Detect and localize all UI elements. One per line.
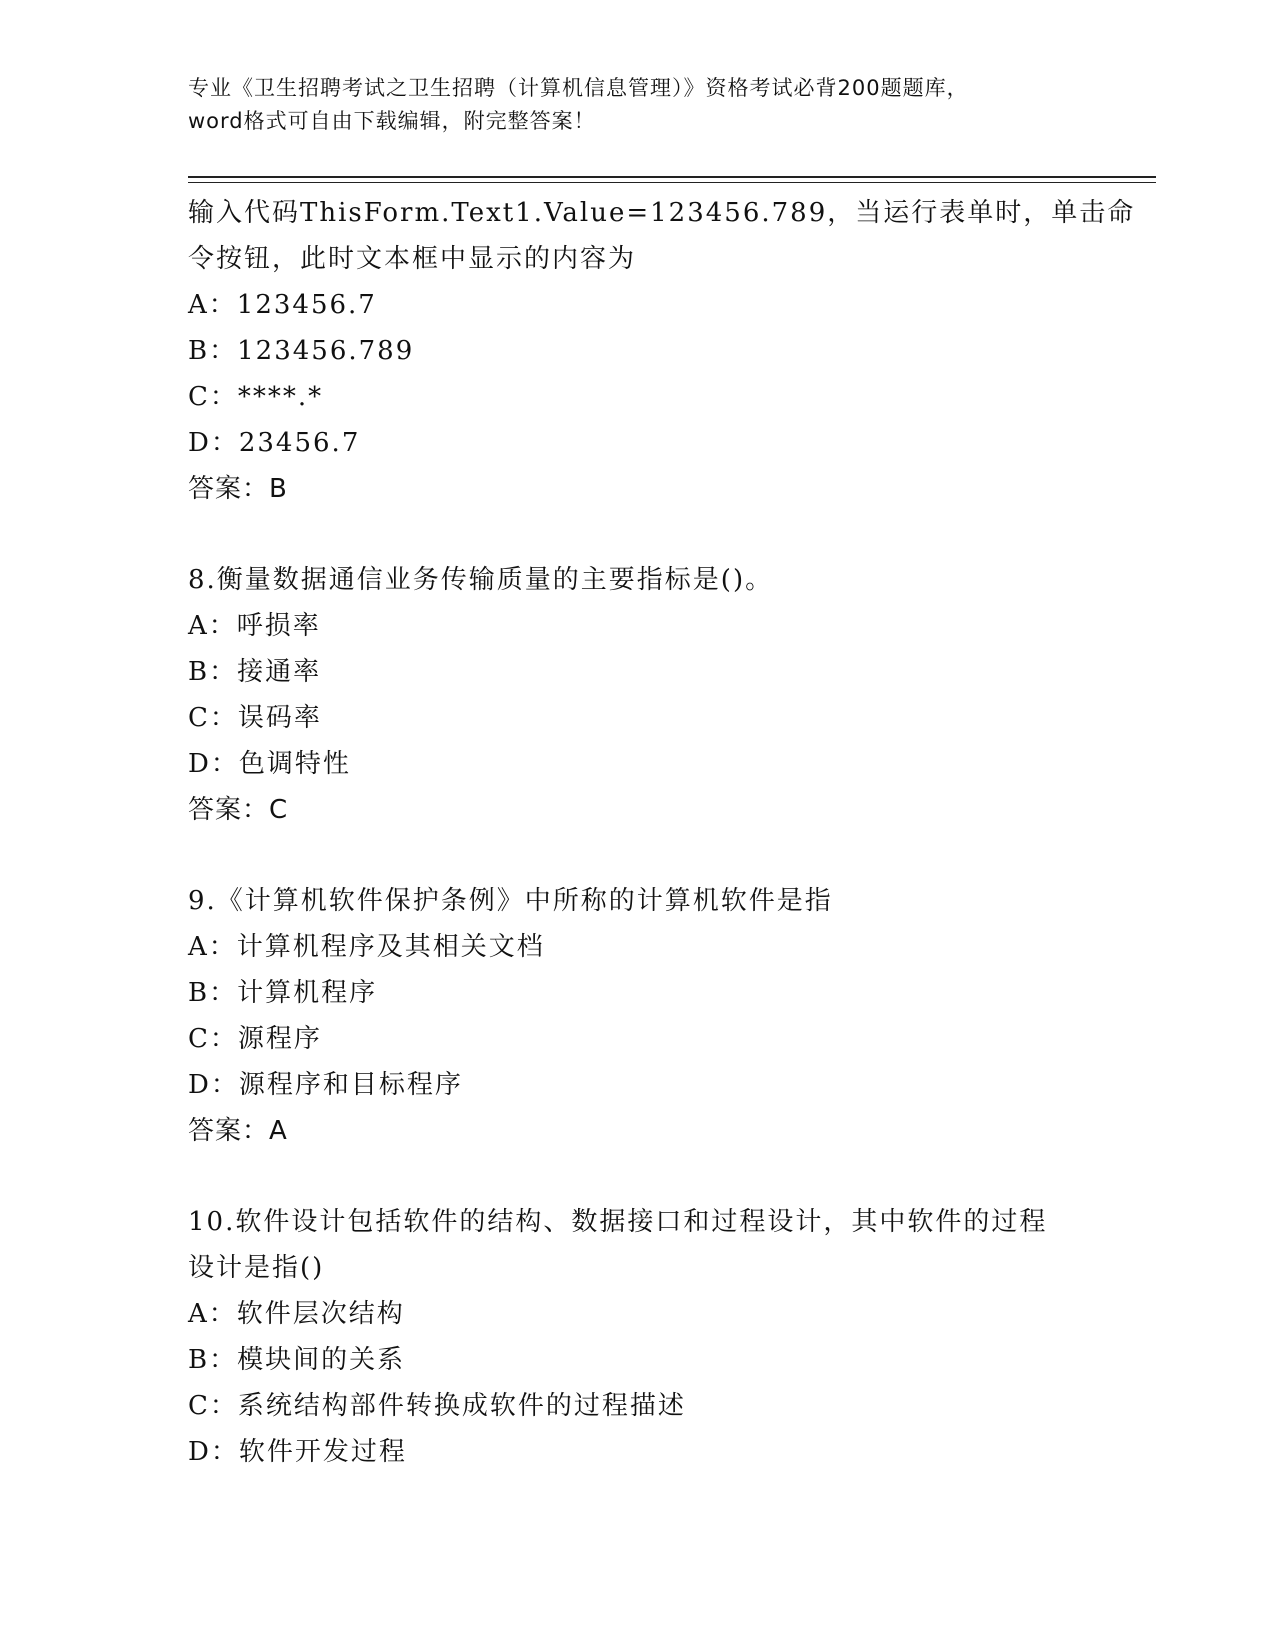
option-d: D：软件开发过程 (188, 1437, 407, 1467)
header-line-2: word格式可自由下载编辑，附完整答案！ (188, 109, 596, 133)
header-line-1: 专业《卫生招聘考试之卫生招聘（计算机信息管理）》资格考试必背200题题库， (188, 76, 969, 100)
option-a: A：计算机程序及其相关文档 (188, 932, 545, 962)
option-a: A：软件层次结构 (188, 1299, 405, 1329)
question-stem-line: 8.衡量数据通信业务传输质量的主要指标是()。 (188, 565, 774, 595)
question-stem-line: 设计是指() (188, 1253, 325, 1283)
question-stem-line: 输入代码ThisForm.Text1.Value=123456.789，当运行表单时，单击命 (188, 198, 1136, 228)
question-block (188, 1199, 1088, 1475)
option-c: C：误码率 (188, 703, 322, 733)
spacer (188, 512, 1088, 557)
option-d: D：源程序和目标程序 (188, 1070, 463, 1100)
option-a: A：呼损率 (188, 611, 321, 641)
option-b: B：计算机程序 (188, 978, 378, 1008)
option-c: C：****.* (188, 382, 324, 412)
option-d: D：色调特性 (188, 749, 351, 779)
question-block (188, 878, 1088, 1154)
option-b: B：123456.789 (188, 336, 415, 366)
option-c: C：系统结构部件转换成软件的过程描述 (188, 1391, 686, 1421)
question-block (188, 557, 1088, 833)
question-stem-line: 9.《计算机软件保护条例》中所称的计算机软件是指 (188, 886, 833, 916)
option-b: B：接通率 (188, 657, 322, 687)
header-divider-thick (188, 176, 1156, 178)
option-c: C：源程序 (188, 1024, 322, 1054)
option-d: D：23456.7 (188, 428, 361, 458)
answer-line: 答案：B (188, 474, 288, 504)
option-b: B：模块间的关系 (188, 1345, 406, 1375)
answer-line: 答案：A (188, 1116, 288, 1146)
header-divider-thin (188, 182, 1156, 183)
question-stem-line: 令按钮，此时文本框中显示的内容为 (188, 244, 637, 274)
answer-line: 答案：C (188, 795, 289, 825)
spacer (188, 833, 1088, 878)
question-stem-line: 10.软件设计包括软件的结构、数据接口和过程设计，其中软件的过程 (188, 1207, 1048, 1237)
spacer (188, 1154, 1088, 1199)
document-header (188, 72, 1088, 138)
question-list (188, 190, 1136, 1475)
question-block (188, 190, 1136, 512)
option-a: A：123456.7 (188, 290, 377, 320)
